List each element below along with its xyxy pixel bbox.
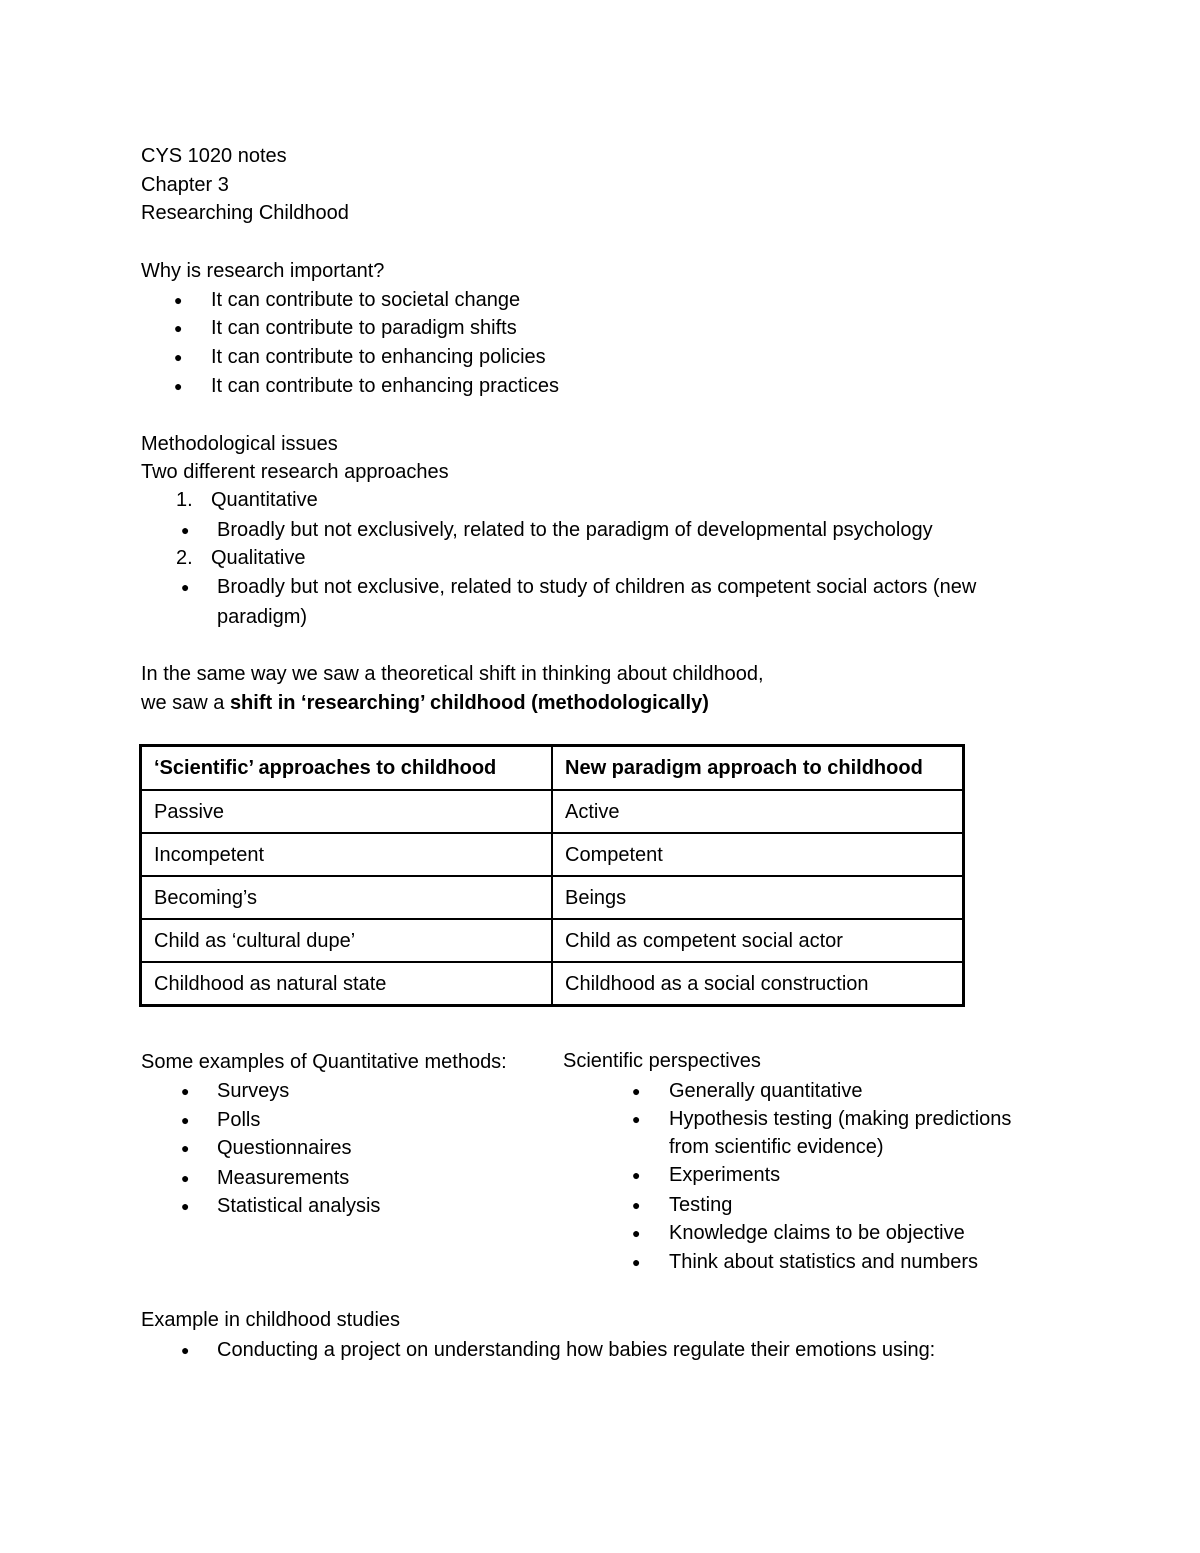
bullet-icon: ● bbox=[632, 1111, 641, 1127]
approach-name: Quantitative bbox=[211, 489, 318, 511]
table-cell: Beings bbox=[552, 876, 964, 919]
bullet-icon: ● bbox=[174, 320, 183, 336]
list-item: Think about statistics and numbers bbox=[669, 1251, 979, 1273]
list-item: Surveys bbox=[217, 1080, 290, 1102]
list-number: 1. bbox=[176, 489, 193, 511]
list-item: Questionnaires bbox=[217, 1137, 352, 1159]
bullet-icon: ● bbox=[632, 1254, 641, 1270]
approach-note: Broadly but not exclusive, related to study of children as competent social actors (new bbox=[217, 576, 977, 598]
list-item: Experiments bbox=[669, 1164, 781, 1186]
table-cell: Incompetent bbox=[141, 833, 553, 876]
bullet-icon: ● bbox=[181, 1083, 190, 1099]
table-row bbox=[141, 876, 964, 919]
list-item: Statistical analysis bbox=[217, 1195, 381, 1217]
table-row bbox=[141, 833, 964, 876]
list-item-continued: from scientific evidence) bbox=[669, 1136, 884, 1158]
bullet-icon: ● bbox=[632, 1197, 641, 1213]
table-cell: Passive bbox=[141, 790, 553, 833]
shift-line-1: In the same way we saw a theoretical shift in thinking about childhood, bbox=[141, 663, 764, 685]
shift-prefix: we saw a bbox=[141, 692, 230, 714]
table-cell: Active bbox=[552, 790, 964, 833]
shift-emphasis: shift in ‘researching’ childhood (methodologically) bbox=[229, 692, 709, 714]
approach-note: Broadly but not exclusively, related to the paradigm of developmental psychology bbox=[217, 519, 933, 541]
importance-question: Why is research important? bbox=[141, 260, 385, 282]
course-title: CYS 1020 notes bbox=[141, 145, 287, 167]
list-item: Testing bbox=[669, 1194, 733, 1216]
shift-line-2 bbox=[141, 689, 709, 717]
table-row bbox=[141, 919, 964, 962]
list-item: Measurements bbox=[217, 1167, 350, 1189]
list-item: It can contribute to societal change bbox=[211, 289, 521, 311]
table-cell: Competent bbox=[552, 833, 964, 876]
bullet-icon: ● bbox=[174, 378, 183, 394]
bullet-icon: ● bbox=[181, 1140, 190, 1156]
list-item: It can contribute to paradigm shifts bbox=[211, 317, 517, 339]
table-cell: Childhood as natural state bbox=[141, 962, 553, 1006]
approach-name: Qualitative bbox=[211, 547, 306, 569]
table-cell: Childhood as a social construction bbox=[552, 962, 964, 1006]
topic-title: Researching Childhood bbox=[141, 202, 349, 224]
table-cell: Child as competent social actor bbox=[552, 919, 964, 962]
table-row bbox=[141, 962, 964, 1006]
list-item: It can contribute to enhancing policies bbox=[211, 346, 546, 368]
bullet-icon: ● bbox=[632, 1083, 641, 1099]
bullet-icon: ● bbox=[181, 579, 190, 595]
bullet-icon: ● bbox=[174, 349, 183, 365]
chapter-title: Chapter 3 bbox=[141, 174, 229, 196]
table-cell: Becoming’s bbox=[141, 876, 553, 919]
bullet-icon: ● bbox=[174, 292, 183, 308]
bullet-icon: ● bbox=[632, 1167, 641, 1183]
table-header-cell: ‘Scientific’ approaches to childhood bbox=[141, 746, 553, 791]
list-item: Hypothesis testing (making predictions bbox=[669, 1108, 1012, 1130]
bullet-icon: ● bbox=[181, 1112, 190, 1128]
table-row bbox=[141, 790, 964, 833]
childhood-example-heading: Example in childhood studies bbox=[141, 1309, 401, 1331]
bullet-icon: ● bbox=[181, 522, 190, 538]
bullet-icon: ● bbox=[181, 1198, 190, 1214]
table-cell: Child as ‘cultural dupe’ bbox=[141, 919, 553, 962]
quant-examples-heading: Some examples of Quantitative methods: bbox=[141, 1051, 507, 1073]
bullet-icon: ● bbox=[632, 1225, 641, 1241]
comparison-table bbox=[139, 744, 965, 1007]
methods-heading: Methodological issues bbox=[141, 433, 338, 455]
list-item: Conducting a project on understanding how babies regulate their emotions using: bbox=[217, 1339, 936, 1361]
methods-subheading: Two different research approaches bbox=[141, 461, 449, 483]
list-item: Knowledge claims to be objective bbox=[669, 1222, 965, 1244]
table-header-row bbox=[141, 746, 964, 791]
bullet-icon: ● bbox=[181, 1342, 190, 1358]
list-number: 2. bbox=[176, 547, 193, 569]
list-item: It can contribute to enhancing practices bbox=[211, 375, 559, 397]
list-item: Polls bbox=[217, 1109, 261, 1131]
list-item: Generally quantitative bbox=[669, 1080, 863, 1102]
bullet-icon: ● bbox=[181, 1170, 190, 1186]
approach-note-continued: paradigm) bbox=[217, 606, 308, 628]
scientific-heading: Scientific perspectives bbox=[563, 1050, 761, 1072]
table-header-cell: New paradigm approach to childhood bbox=[552, 746, 964, 791]
